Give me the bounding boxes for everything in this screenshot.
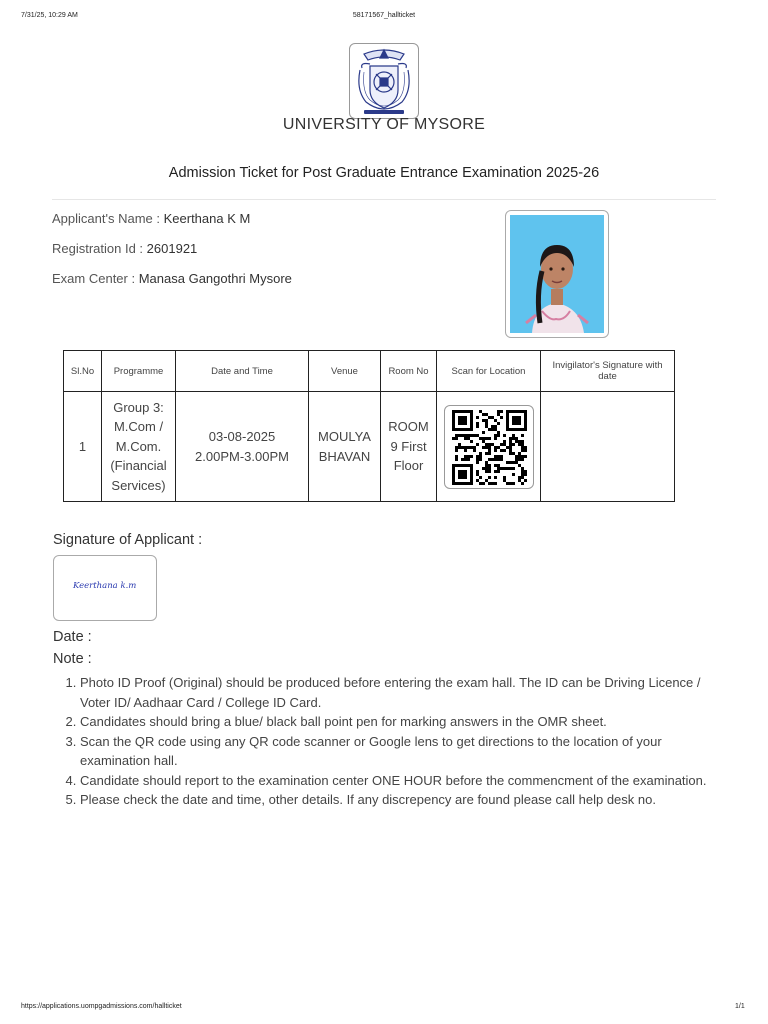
registration-label: Registration Id : xyxy=(52,241,144,256)
divider xyxy=(52,199,716,200)
applicant-photo xyxy=(505,210,609,338)
header-date-time: Date and Time xyxy=(176,351,309,392)
header-location: Scan for Location xyxy=(437,351,541,392)
header-invigilator: Invigilator's Signature with date xyxy=(541,351,675,392)
cell-slno: 1 xyxy=(64,392,102,502)
signature-text: Keerthana k.m xyxy=(73,581,137,591)
cell-venue: MOULYA BHAVAN xyxy=(309,392,381,502)
exam-center-label: Exam Center : xyxy=(52,271,136,286)
note-item: 2. Candidates should bring a blue/ black ball point pen for marking answers in the OMR sheet. xyxy=(80,712,720,732)
applicant-signature xyxy=(53,555,157,621)
exam-time: 2.00PM-3.00PM xyxy=(195,448,289,464)
note-label: Note : xyxy=(53,651,92,667)
ticket-title: Admission Ticket for Post Graduate Entrance Examination 2025-26 xyxy=(168,165,600,181)
table-row xyxy=(64,392,675,502)
print-doc-title: 58171567_hallticket xyxy=(352,12,416,19)
exam-date: 03-08-2025 xyxy=(208,429,276,444)
signature-label: Signature of Applicant : xyxy=(53,532,203,548)
registration-id: 2601921 xyxy=(146,241,198,256)
cell-room: ROOM 9 First Floor xyxy=(381,392,437,502)
header-venue: Venue xyxy=(309,351,381,392)
applicant-name-row xyxy=(52,211,250,226)
cell-invigilator-signature xyxy=(541,392,675,502)
university-name: UNIVERSITY OF MYSORE xyxy=(282,116,486,133)
print-datetime: 7/31/25, 10:29 AM xyxy=(21,12,78,19)
table-header-row xyxy=(64,351,675,392)
note-item: 4. Candidate should report to the examination center ONE HOUR before the commencment of the examination. xyxy=(80,771,720,791)
header-programme: Programme xyxy=(102,351,176,392)
applicant-name-label: Applicant's Name : xyxy=(52,211,160,226)
note-item: 1. Photo ID Proof (Original) should be produced before entering the exam hall. The ID can be Driving Licence / Voter ID/ Aadhaar Card / College ID Card. xyxy=(80,673,720,712)
cell-programme: Group 3: M.Com / M.Com. (Financial Services) xyxy=(102,392,176,502)
exam-table xyxy=(63,350,675,502)
registration-row xyxy=(52,241,197,256)
notes-list xyxy=(53,673,720,810)
note-item: 5. Please check the date and time, other details. If any discrepency are found please call help desk no. xyxy=(80,790,720,810)
print-page-number: 1/1 xyxy=(735,1003,745,1010)
note-item: 3. Scan the QR code using any QR code scanner or Google lens to get directions to the location of your examination hall. xyxy=(80,732,720,771)
cell-date-time xyxy=(176,392,309,502)
date-label: Date : xyxy=(53,629,92,645)
university-logo xyxy=(349,43,419,119)
exam-center: Manasa Gangothri Mysore xyxy=(138,271,292,286)
location-qr-code[interactable] xyxy=(444,405,534,489)
header-slno: Sl.No xyxy=(64,351,102,392)
header-room: Room No xyxy=(381,351,437,392)
applicant-name: Keerthana K M xyxy=(163,211,251,226)
print-url: https://applications.uompgadmissions.com/hallticket xyxy=(21,1003,182,1010)
exam-center-row xyxy=(52,271,292,286)
cell-location-qr xyxy=(437,392,541,502)
